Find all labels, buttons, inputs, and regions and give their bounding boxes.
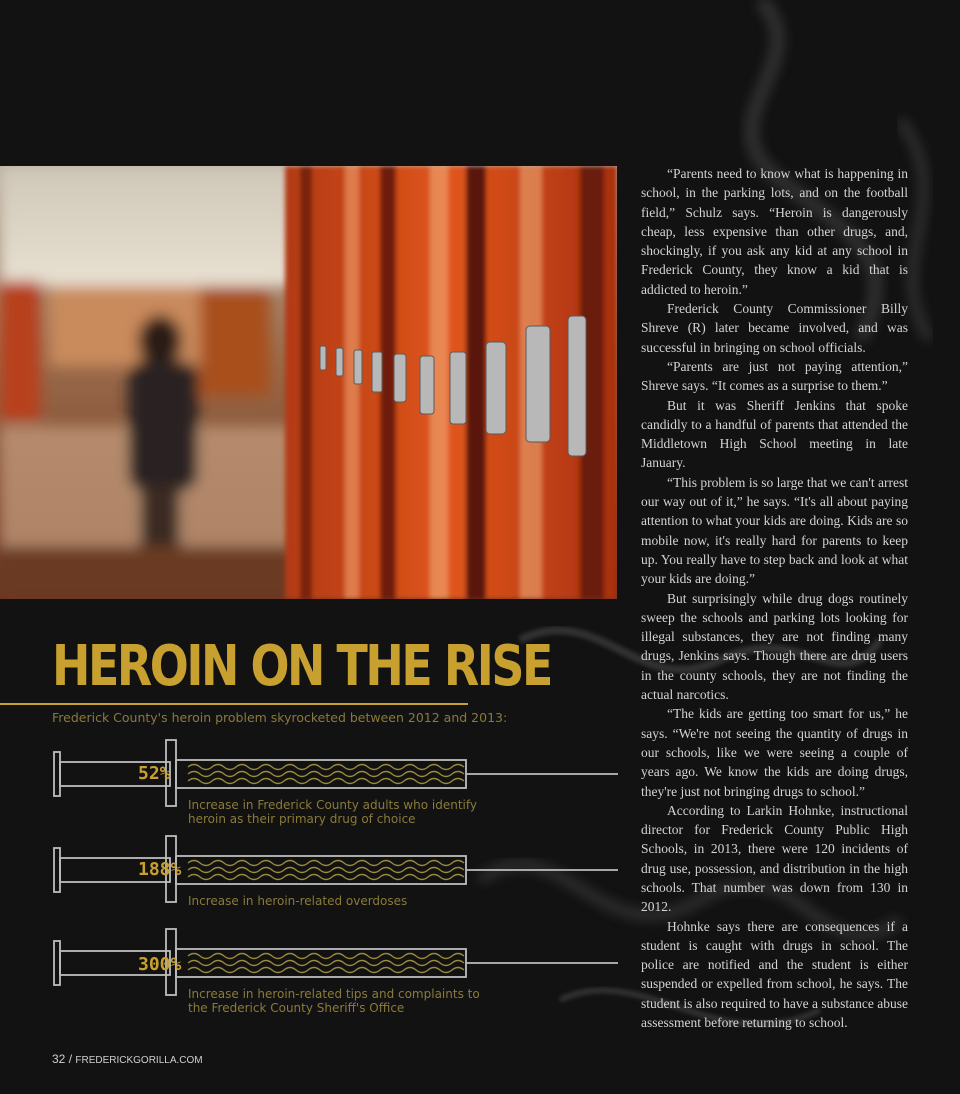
article-paragraph: Frederick County Commissioner Billy Shreve (R) later became involved, and was successful in bringing on school officials. bbox=[641, 301, 908, 355]
article-body bbox=[641, 164, 908, 1032]
article-paragraph: But it was Sheriff Jenkins that spoke candidly to a handful of parents that attended the Middletown High School meeting in late January. bbox=[641, 397, 908, 471]
stat-value: 188% bbox=[138, 859, 182, 880]
footer-site-link[interactable]: FREDERICKGORILLA.COM bbox=[75, 1055, 203, 1066]
article-paragraph: Hohnke says there are consequences if a student is caught with drugs in school. The police are notified and the student is either suspended or expelled from school, he says. The student is also required to have a substance abuse assessment before returning to school. bbox=[641, 918, 908, 1031]
article-paragraph: “The kids are getting too smart for us,” he says. “We're not seeing the quantity of drugs in our schools, like we were seeing a couple of years ago. We know the kids are doing drugs, they're just not bringing drugs to school.” bbox=[641, 706, 908, 799]
article-paragraph: “Parents need to know what is happening in school, in the parking lots, and on the football field,” Schulz says. “Heroin is dangerously cheap, less expensive than other drugs, and, shockingly, if you ask any kid at any school in Frederick County, they know a kid that is addicted to heroin.” bbox=[641, 166, 908, 297]
syringe-icon bbox=[0, 832, 620, 922]
stat-description: Increase in Frederick County adults who identify heroin as their primary drug of choice bbox=[188, 798, 477, 826]
stat-item bbox=[0, 925, 620, 1015]
stat-value: 52% bbox=[138, 763, 171, 784]
footer-separator: / bbox=[65, 1052, 76, 1066]
stat-value: 300% bbox=[138, 954, 182, 975]
feature-title: HEROIN ON THE RISE bbox=[52, 634, 551, 699]
stat-item bbox=[0, 832, 620, 922]
feature-subtitle: Frederick County's heroin problem skyrocketed between 2012 and 2013: bbox=[52, 710, 508, 725]
stat-description: Increase in heroin-related overdoses bbox=[188, 894, 408, 908]
page-number: 32 bbox=[52, 1052, 66, 1066]
stat-description: Increase in heroin-related tips and complaints to the Frederick County Sheriff's Office bbox=[188, 987, 480, 1015]
article-paragraph: According to Larkin Hohnke, instructional director for Frederick County Public High Schools, in 2013, there were 120 incidents of drug use, possession, and distribution in the high schools. That number was down from 130 in 2012. bbox=[641, 802, 908, 915]
lockers-illustration bbox=[0, 166, 617, 599]
article-paragraph: “This problem is so large that we can't arrest our way out of it,” he says. “It's all about paying attention to what your kids are doing. Kids are so mobile now, it's really hard for parents to keep up. You really have to step back and look at what your kids are doing.” bbox=[641, 474, 908, 587]
page-footer bbox=[52, 1052, 203, 1066]
article-paragraph: But surprisingly while drug dogs routinely sweep the schools and parking lots looking for illegal substances, they are not finding many drugs, Jenkins says. Though there are drug users in the county schools, they are not finding the actual narcotics. bbox=[641, 590, 908, 703]
article-paragraph: “Parents are just not paying attention,” Shreve says. “It comes as a surprise to them.” bbox=[641, 358, 908, 394]
title-rule bbox=[0, 703, 468, 705]
stat-item bbox=[0, 736, 620, 826]
lockers-photo bbox=[0, 166, 617, 599]
